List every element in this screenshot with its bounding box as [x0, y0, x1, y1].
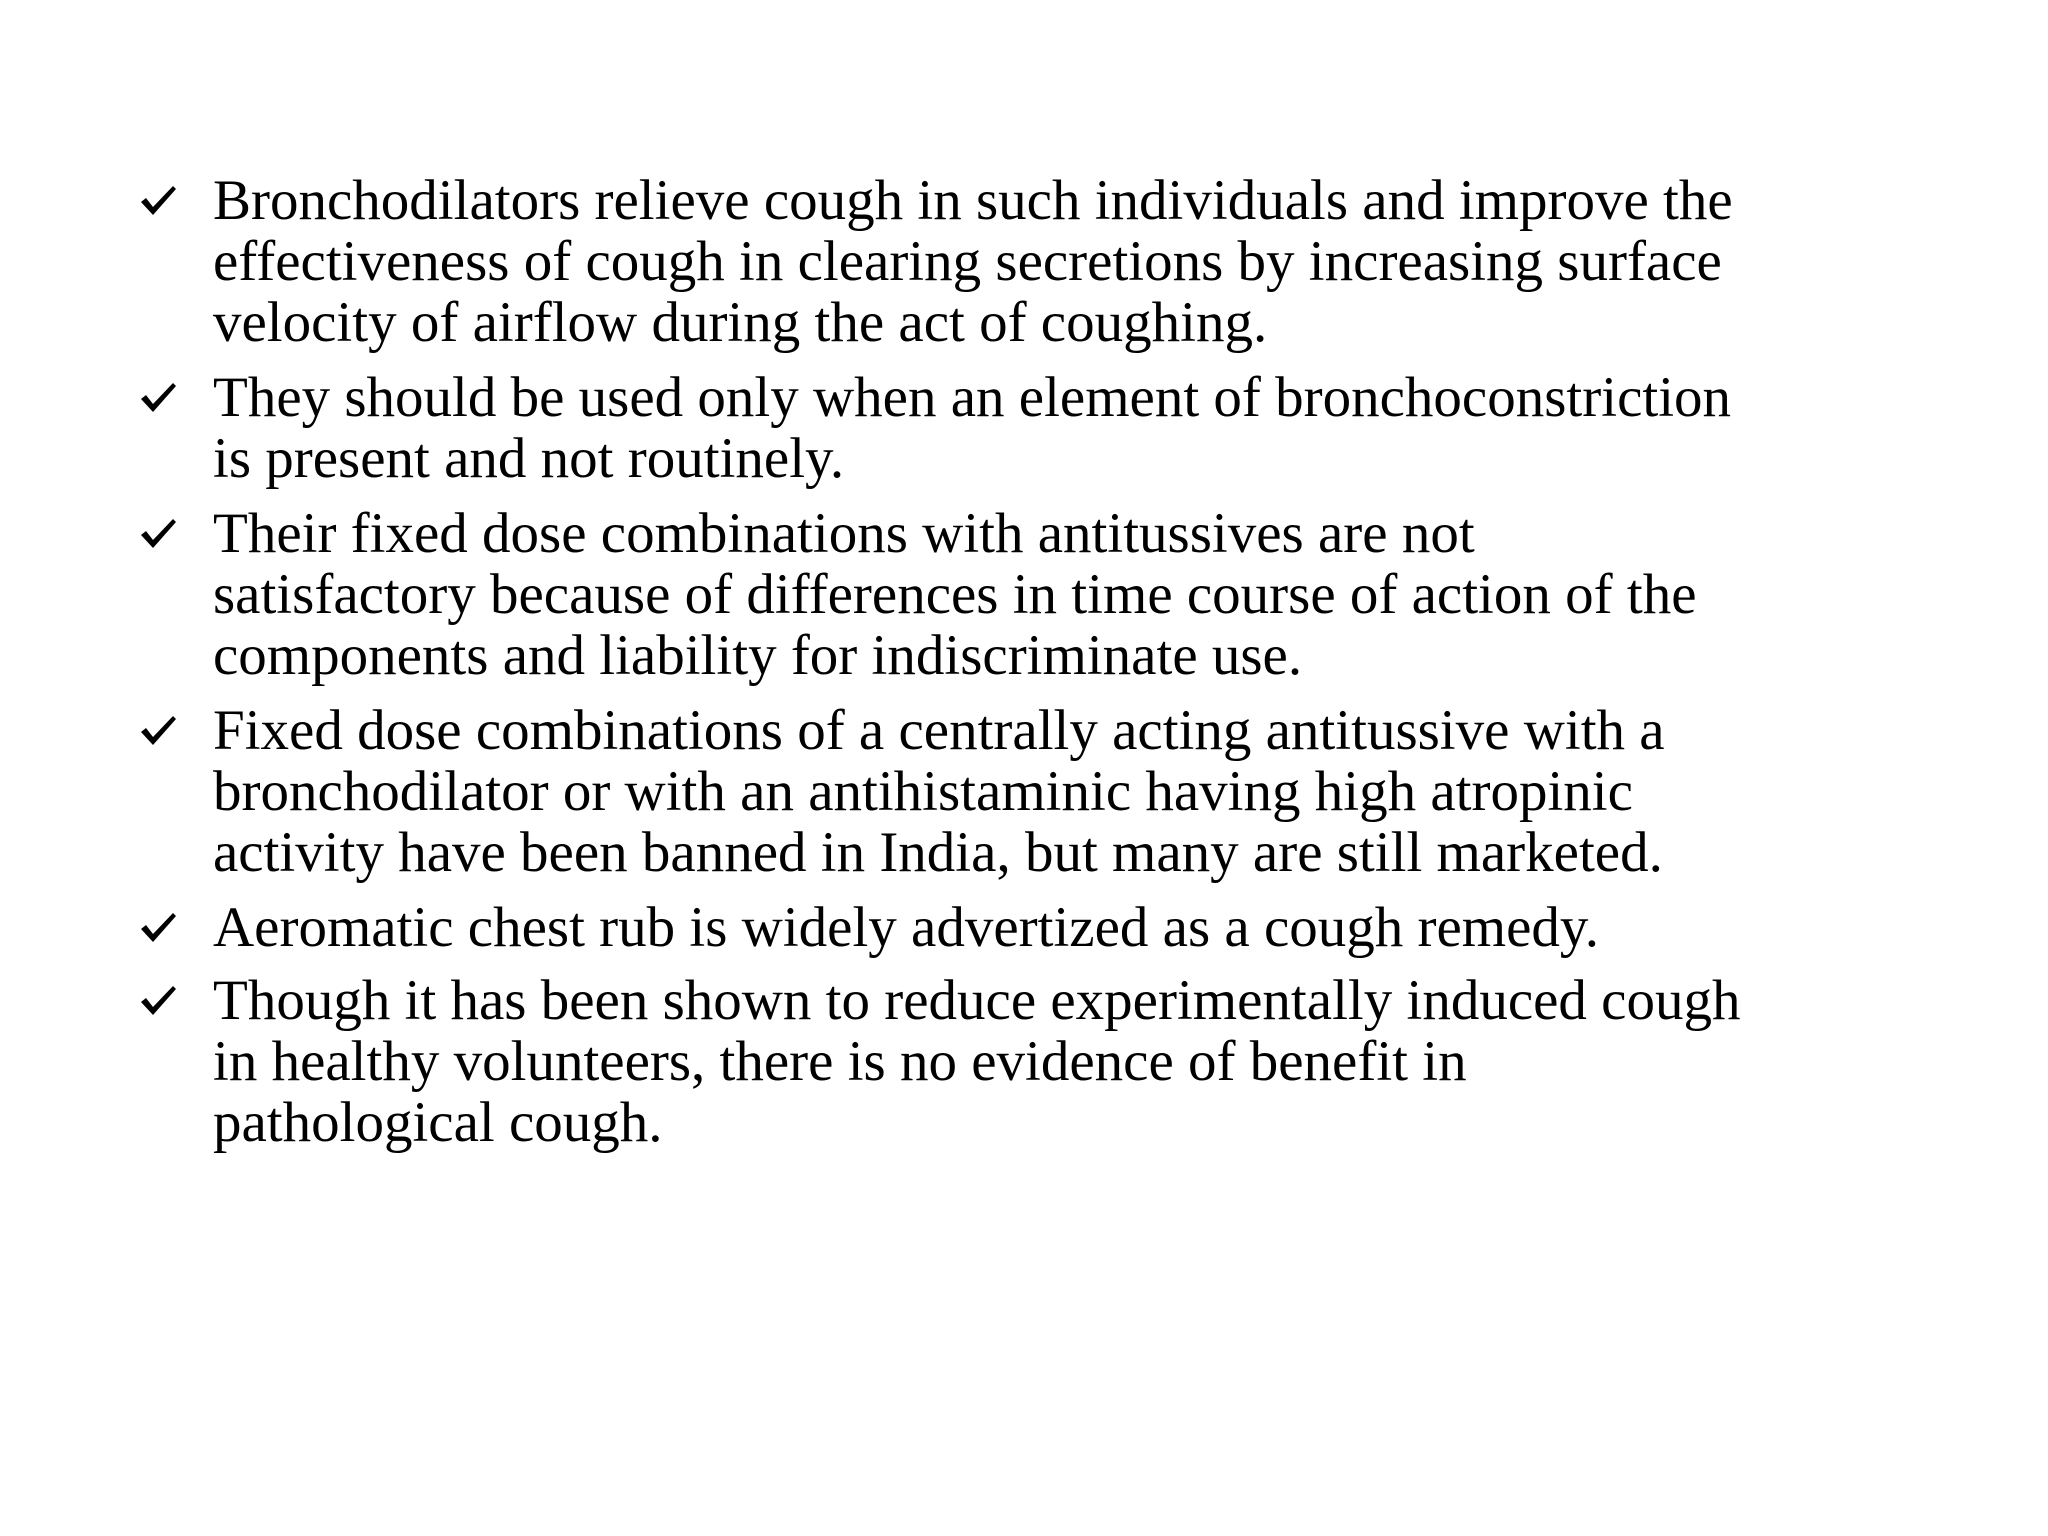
bullet-line: bronchodilator or with an antihistaminic having high atropinic — [213, 760, 1633, 823]
bullet-item-2 — [138, 367, 1928, 489]
bullet-line: Though it has been shown to reduce experimentally induced cough — [213, 969, 1741, 1032]
check-mark-icon — [138, 379, 178, 415]
check-mark-icon — [138, 515, 178, 551]
bullet-line: components and liability for indiscriminate use. — [213, 624, 1303, 687]
bullet-item-6 — [138, 970, 1928, 1153]
bullet-list — [138, 170, 1928, 1167]
bullet-line: They should be used only when an element of bronchoconstriction — [213, 366, 1732, 429]
bullet-line: activity have been banned in India, but many are still marketed. — [213, 821, 1663, 884]
bullet-line: Aeromatic chest rub is widely advertized as a cough remedy. — [213, 896, 1599, 959]
check-mark-icon — [138, 909, 178, 945]
check-mark-icon — [138, 182, 178, 218]
bullet-line: is present and not routinely. — [213, 427, 845, 490]
check-mark-icon — [138, 982, 178, 1018]
bullet-line: velocity of airflow during the act of coughing. — [213, 291, 1268, 354]
bullet-line: Fixed dose combinations of a centrally acting antitussive with a — [213, 699, 1665, 762]
bullet-line: in healthy volunteers, there is no evidence of benefit in — [213, 1030, 1467, 1093]
bullet-item-1 — [138, 170, 1928, 353]
bullet-line: Bronchodilators relieve cough in such individuals and improve the — [213, 169, 1733, 232]
bullet-line: Their fixed dose combinations with antitussives are not — [213, 502, 1475, 565]
bullet-item-5 — [138, 897, 1928, 958]
bullet-line: satisfactory because of differences in time course of action of the — [213, 563, 1697, 626]
bullet-line: effectiveness of cough in clearing secretions by increasing surface — [213, 230, 1722, 293]
bullet-item-3 — [138, 503, 1928, 686]
bullet-line: pathological cough. — [213, 1091, 663, 1154]
check-mark-icon — [138, 712, 178, 748]
bullet-item-4 — [138, 700, 1928, 883]
